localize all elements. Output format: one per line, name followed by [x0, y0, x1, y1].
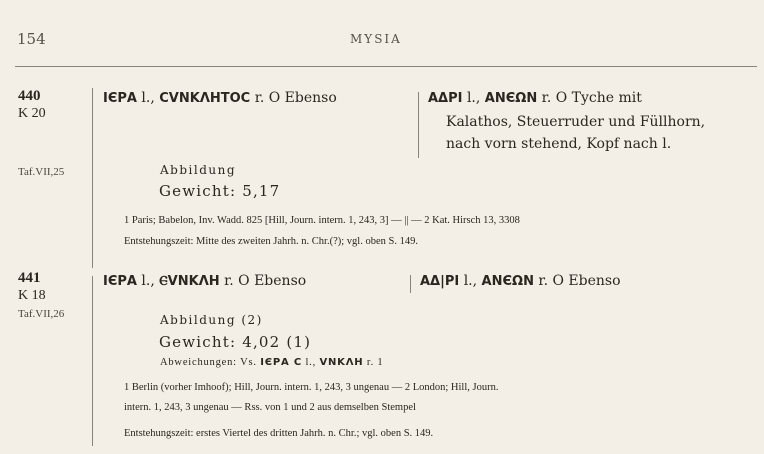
section-title: MYSIA	[350, 32, 402, 46]
entry-440-obverse	[103, 90, 337, 106]
entry-441-denomination: K 18	[18, 288, 46, 303]
reverse-description: Ο Ebenso	[552, 273, 621, 289]
obverse-description: Ο Ebenso	[268, 90, 337, 106]
entry-441-number: 441	[18, 270, 41, 286]
entry-441-column-divider	[410, 275, 411, 293]
header-rule	[15, 66, 757, 67]
entry-440-denomination: K 20	[18, 106, 46, 121]
entry-441-references-line1: 1 Berlin (vorher Imhoof); Hill, Journ. intern. 1, 243, 3 ungenau — 2 London; Hill, Journ.	[124, 382, 499, 393]
reverse-direction: l.,	[466, 90, 481, 106]
entry-441-obverse	[103, 273, 306, 289]
obverse-legend-2: ⲈVΝΚΛΗ	[159, 274, 220, 289]
reverse-description-line3: nach vorn stehend, Kopf nach l.	[446, 136, 672, 152]
abweichungen-label: Abweichungen: Vs.	[160, 357, 257, 368]
entry-440-abbildung: Abbildung	[160, 163, 237, 177]
entry-440-weight: Gewicht: 5,17	[159, 182, 281, 200]
abweichungen-end: r. 1	[366, 357, 384, 368]
entry-441-references-line2: intern. 1, 243, 3 ungenau — Rss. von 1 und 2 aus demselben Stempel	[124, 402, 416, 413]
entry-441-dating: Entstehungszeit: erstes Viertel des dritten Jahrh. n. Chr.; vgl. oben S. 149.	[124, 428, 434, 439]
obverse-legend-2: CVNKΛΗΤΟC	[159, 91, 251, 106]
reverse-legend: ΑΔ|ΡΙ	[420, 274, 460, 289]
reverse-direction: l.,	[463, 273, 478, 289]
entry-440-margin-rule	[92, 88, 93, 268]
reverse-direction-2: r.	[538, 273, 549, 289]
reverse-description-line2: Kalathos, Steuerruder und Füllhorn,	[446, 114, 706, 130]
reverse-description-line1: Ο Tyche mit	[555, 90, 642, 106]
obverse-description: Ο Ebenso	[238, 273, 307, 289]
entry-440-reverse	[428, 90, 642, 106]
entry-441-weight: Gewicht: 4,02 (1)	[159, 333, 312, 351]
obverse-legend: ΙЄΡΑ	[103, 91, 137, 106]
obverse-direction: l.,	[141, 90, 155, 106]
obverse-direction-2: r.	[224, 273, 234, 289]
abweichungen-direction: l.,	[305, 357, 317, 368]
entry-441-abweichungen	[160, 357, 383, 368]
obverse-legend: ΙЄΡΑ	[103, 274, 137, 289]
entry-440-plate: Taf.VII,25	[18, 166, 65, 178]
entry-441-plate: Taf.VII,26	[18, 308, 65, 320]
reverse-legend: ΑΔΡΙ	[428, 91, 463, 106]
page-number: 154	[17, 30, 46, 48]
entry-440-column-divider	[418, 92, 419, 158]
reverse-direction-2: r.	[541, 90, 552, 106]
entry-440-number: 440	[18, 88, 41, 104]
entry-441-margin-rule	[92, 276, 93, 446]
obverse-direction-2: r.	[254, 90, 265, 106]
abweichungen-legend-2: VΝΚΛΗ	[319, 357, 364, 368]
entry-440-references: 1 Paris; Babelon, Inv. Wadd. 825 [Hill, Journ. intern. 1, 243, 3] — || — 2 Kat. Hirsch 13, 3308	[124, 215, 520, 226]
entry-441-abbildung: Abbildung (2)	[160, 313, 263, 327]
abweichungen-legend: ΙЄΡΑ C	[260, 357, 302, 368]
entry-440-dating: Entstehungszeit: Mitte des zweiten Jahrh. n. Chr.(?); vgl. oben S. 149.	[124, 236, 418, 247]
entry-441-reverse	[420, 273, 621, 289]
reverse-legend-2: ΑΝЄΩΝ	[481, 274, 534, 289]
obverse-direction: l.,	[141, 273, 155, 289]
reverse-legend-2: ΑΝЄΩΝ	[484, 91, 538, 106]
